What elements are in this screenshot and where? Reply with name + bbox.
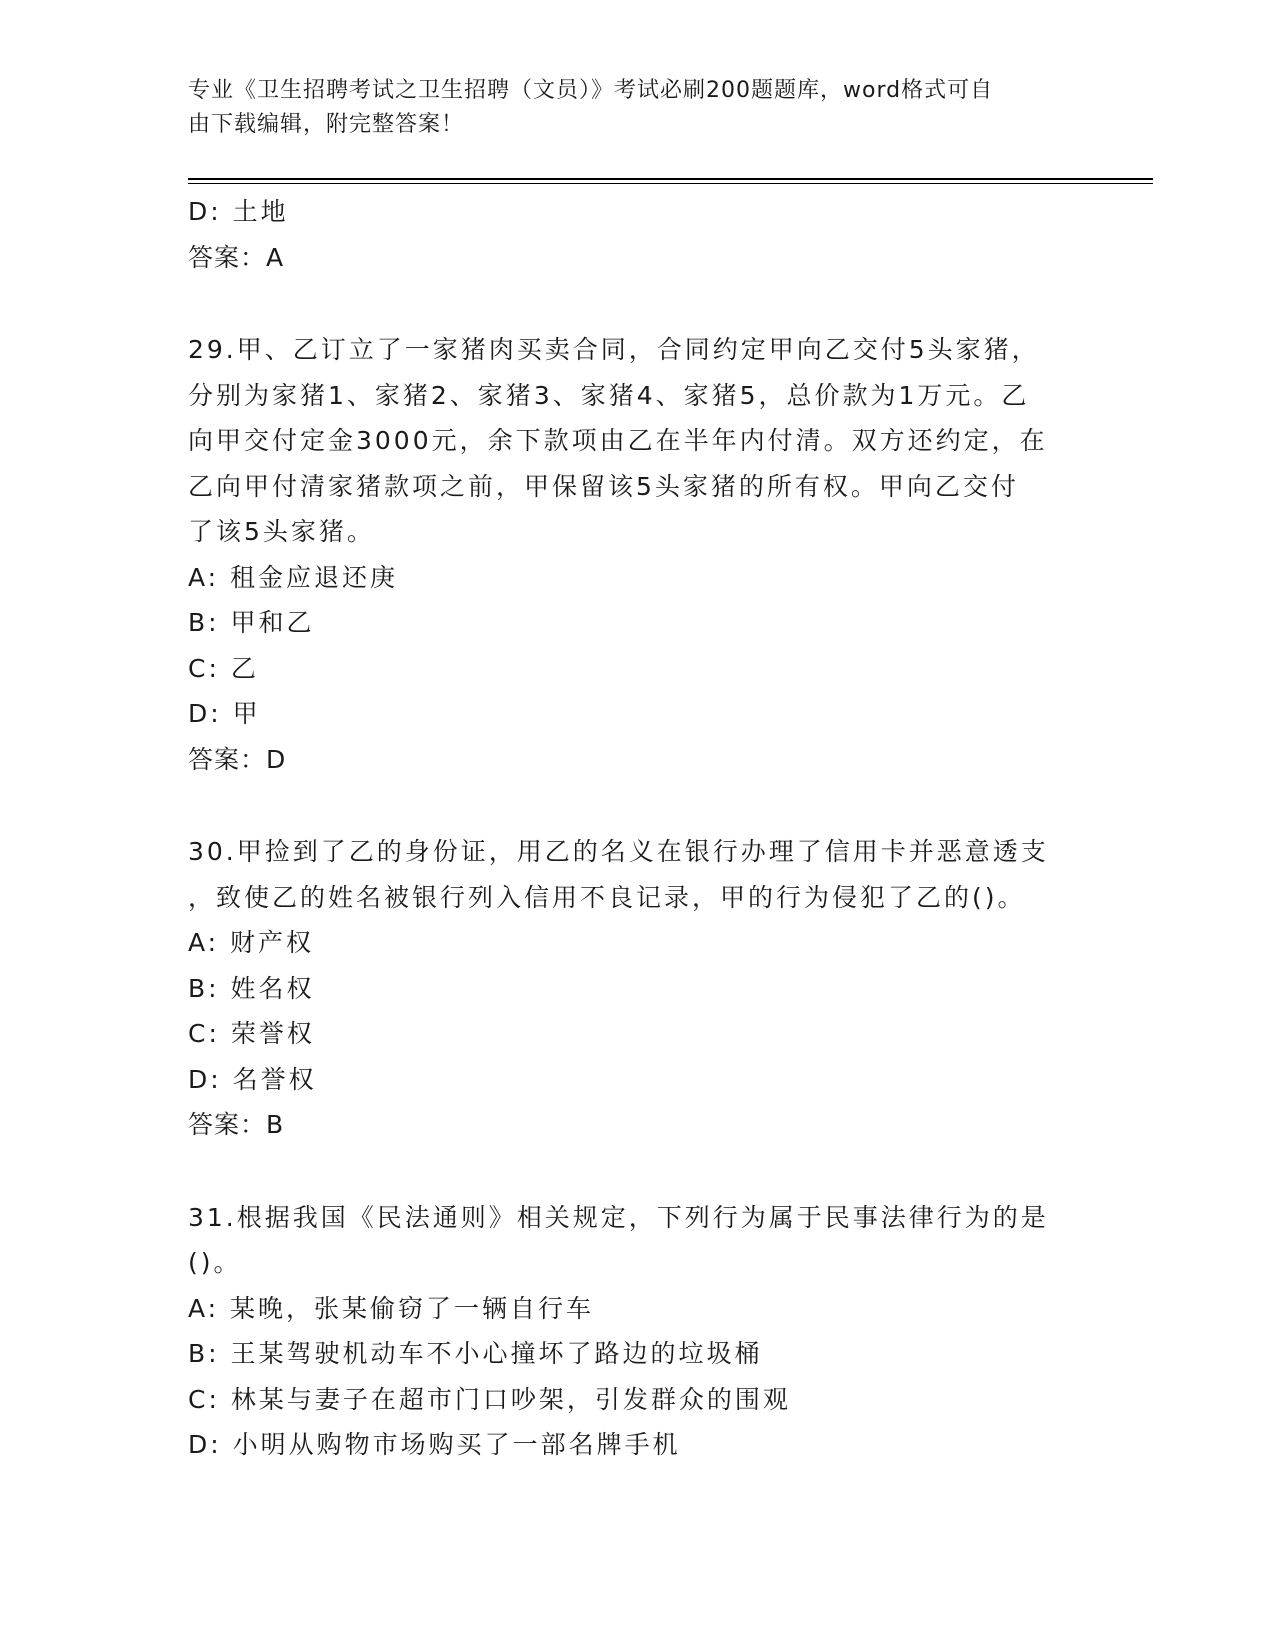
option-c: C: 乙 (188, 653, 259, 683)
question-29 (188, 327, 1088, 782)
option-d: D: 甲 (188, 699, 261, 728)
answer-line: 答案：B (188, 1110, 285, 1139)
option-b: B: 甲和乙 (188, 608, 315, 637)
header-rule-thick (188, 178, 1153, 180)
question-stem-line: 了该5头家猪。 (188, 517, 375, 546)
page-header (188, 74, 1068, 142)
option-c: C: 荣誉权 (188, 1019, 315, 1048)
answer-line: 答案：D (188, 744, 287, 774)
carryover-block (188, 189, 1088, 280)
option-d: D: 名誉权 (188, 1064, 317, 1094)
question-stem-line: ，致使乙的姓名被银行列入信用不良记录，甲的行为侵犯了乙的()。 (188, 882, 1026, 912)
question-stem-line: 向甲交付定金3000元，余下款项由乙在半年内付清。双方还约定，在 (188, 426, 1048, 455)
question-stem-line: 30.甲捡到了乙的身份证，用乙的名义在银行办理了信用卡并恶意透支 (188, 837, 1049, 866)
question-stem-line: 29.甲、乙订立了一家猪肉买卖合同，合同约定甲向乙交付5头家猪， (188, 335, 1040, 364)
option-b: B: 姓名权 (188, 973, 315, 1003)
header-rule-thin (188, 183, 1153, 184)
question-content (188, 189, 1088, 1468)
answer-line: 答案：A (188, 242, 285, 272)
question-stem-line: 乙向甲付清家猪款项之前，甲保留该5头家猪的所有权。甲向乙交付 (188, 471, 1019, 501)
option-a: A: 某晚，张某偷窃了一辆自行车 (188, 1293, 595, 1323)
option-d: D: 土地 (188, 197, 289, 226)
option-b: B: 王某驾驶机动车不小心撞坏了路边的垃圾桶 (188, 1339, 763, 1368)
question-stem-line: 分别为家猪1、家猪2、家猪3、家猪4、家猪5，总价款为1万元。乙 (188, 380, 1030, 410)
option-d: D: 小明从购物市场购买了一部名牌手机 (188, 1430, 681, 1459)
question-stem-line: 31.根据我国《民法通则》相关规定，下列行为属于民事法律行为的是 (188, 1202, 1049, 1232)
header-line-2: 由下载编辑，附完整答案！ (188, 112, 465, 137)
question-31 (188, 1195, 1088, 1468)
question-stem-line: ()。 (188, 1248, 242, 1277)
option-c: C: 林某与妻子在超市门口吵架，引发群众的围观 (188, 1384, 791, 1414)
option-a: A: 财产权 (188, 928, 315, 957)
option-a: A: 租金应退还庚 (188, 562, 399, 592)
header-line-1: 专业《卫生招聘考试之卫生招聘（文员）》考试必刷200题题库，word格式可自 (188, 78, 994, 103)
question-30 (188, 829, 1088, 1148)
